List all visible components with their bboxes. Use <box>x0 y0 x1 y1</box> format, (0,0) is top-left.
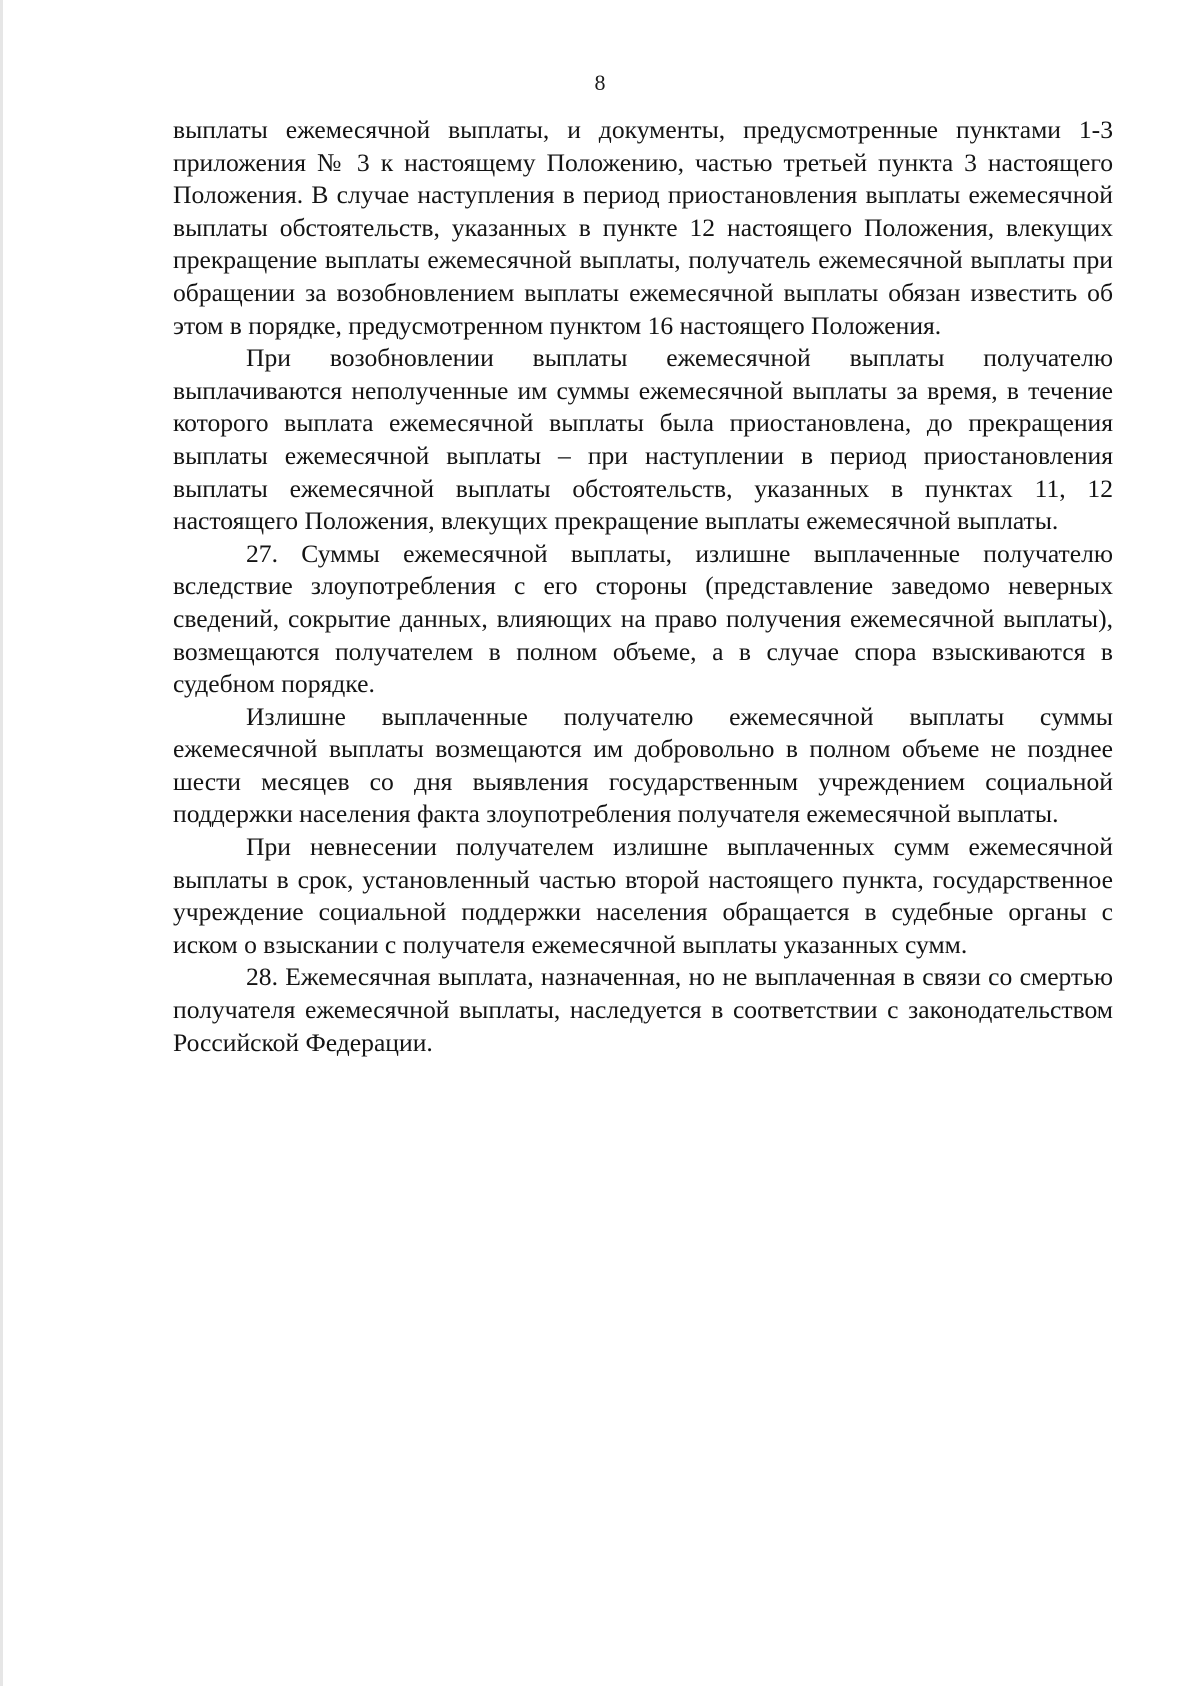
paragraph-28: 28. Ежемесячная выплата, назначенная, но не выплаченная в связи со смертью получателя ежемесячной выплаты, наследуется в соответствии с законодательством Российской Федерации. <box>173 962 1113 1057</box>
paragraph-27-part-3: При невнесении получателем излишне выплаченных сумм ежемесячной выплаты в срок, установленный частью второй настоящего пункта, государственное учреждение социальной поддержки населения обращается в судебные органы с иском о взыскании с получателя ежемесячной выплаты указанных сумм. <box>173 832 1113 959</box>
document-body <box>173 114 1113 1059</box>
paragraph-27: 27. Суммы ежемесячной выплаты, излишне выплаченные получателю вследствие злоупотребления с его стороны (представление заведомо неверных сведений, сокрытие данных, влияющих на право получения ежемесячной выплаты), возмещаются получателем в полном объеме, а в случае спора взыскиваются в судебном порядке. <box>173 538 1113 699</box>
scan-edge <box>0 0 3 1686</box>
paragraph-continuation: выплаты ежемесячной выплаты, и документы, предусмотренные пунктами 1-3 приложения № 3 к настоящему Положению, частью третьей пункта 3 настоящего Положения. В случае наступления в период приостановления выплаты ежемесячной выплаты обстоятельств, указанных в пункте 12 настоящего Положения, влекущих прекращение выплаты ежемесячной выплаты, получатель ежемесячной выплаты при обращении за возобновлением выплаты ежемесячной выплаты обязан известить об этом в порядке, предусмотренном пунктом 16 настоящего Положения. <box>173 115 1113 340</box>
paragraph-resumption-payment: При возобновлении выплаты ежемесячной выплаты получателю выплачиваются неполученные им суммы ежемесячной выплаты за время, в течение которого выплата ежемесячной выплаты была приостановлена, до прекращения выплаты ежемесячной выплаты – при наступлении в период приостановления выплаты ежемесячной выплаты обстоятельств, указанных в пунктах 11, 12 настоящего Положения, влекущих прекращение выплаты ежемесячной выплаты. <box>173 343 1113 536</box>
paragraph-27-part-2: Излишне выплаченные получателю ежемесячной выплаты суммы ежемесячной выплаты возмещаются им добровольно в полном объеме не позднее шести месяцев со дня выявления государственным учреждением социальной поддержки населения факта злоупотребления получателя ежемесячной выплаты. <box>173 701 1113 829</box>
page-number: 8 <box>594 70 606 95</box>
